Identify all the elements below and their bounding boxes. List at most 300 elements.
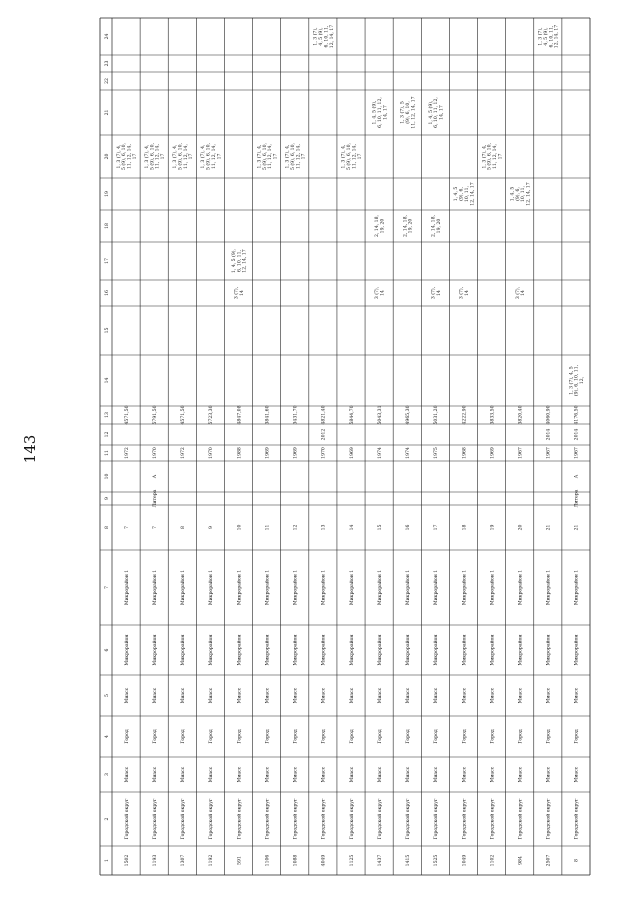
svg-text:1, 3 (7), 4,5 (9), 6, 10,11, 1: 1, 3 (7), 4,5 (9), 6, 10,11, 12, 14,17 <box>285 143 307 170</box>
svg-text:Миасс: Миасс <box>321 766 327 783</box>
table-cell <box>509 182 531 205</box>
table-cell <box>405 447 411 459</box>
svg-text:Микрорайон: Микрорайон <box>124 634 130 666</box>
table-cell <box>236 570 242 605</box>
column-number-label <box>104 378 110 384</box>
svg-text:Городской округ: Городской округ <box>152 798 158 840</box>
table-cell <box>405 766 411 782</box>
table-cell <box>124 687 130 703</box>
svg-text:1974: 1974 <box>377 447 383 459</box>
svg-text:Город: Город <box>321 729 327 744</box>
table-cell <box>546 635 552 666</box>
table-cell <box>208 687 214 703</box>
table-cell <box>124 447 130 459</box>
svg-text:Город: Город <box>237 729 243 744</box>
column-number-label <box>104 78 110 84</box>
table-cell <box>546 729 552 744</box>
svg-text:Город: Город <box>406 729 412 744</box>
table-cell <box>340 142 363 169</box>
column-number-label <box>104 328 110 334</box>
table-cell <box>537 25 560 48</box>
svg-text:Город: Город <box>490 729 496 744</box>
column-number-label <box>104 223 110 229</box>
table-cell <box>546 429 552 441</box>
table-cell <box>233 286 245 299</box>
svg-text:1, 3 (7), 4,5 (9), 6, 10,11, 1: 1, 3 (7), 4,5 (9), 6, 10,11, 12, 14,17 <box>201 143 223 170</box>
svg-text:2014: 2014 <box>574 428 580 441</box>
table-cell <box>349 447 355 459</box>
svg-text:2, 14, 18,19, 20: 2, 14, 18,19, 20 <box>403 215 414 237</box>
svg-text:1970: 1970 <box>152 447 158 459</box>
table-cell <box>264 525 270 531</box>
svg-text:Миасс: Миасс <box>124 766 130 783</box>
table-cell <box>518 635 524 666</box>
svg-text:Микрорайон: Микрорайон <box>321 634 327 666</box>
table-cell <box>236 766 242 782</box>
table-cell <box>429 286 441 299</box>
table-cell <box>264 635 270 666</box>
table-cell <box>405 635 411 666</box>
table-cell <box>236 635 242 666</box>
svg-text:5723,30: 5723,30 <box>209 405 215 425</box>
svg-text:Город: Город <box>209 729 215 744</box>
table-cell <box>461 405 467 424</box>
table-cell <box>427 97 445 128</box>
table-cell <box>377 766 383 782</box>
table-cell <box>518 447 524 459</box>
svg-text:17: 17 <box>104 258 110 264</box>
svg-text:1, 4, 5(9), 6,10, 11,12, 14, 1: 1, 4, 5(9), 6,10, 11,12, 14, 17 <box>454 182 476 206</box>
svg-text:2012: 2012 <box>321 428 327 441</box>
table-cell <box>433 855 439 867</box>
svg-text:9: 9 <box>209 526 215 529</box>
svg-text:1: 1 <box>104 859 110 862</box>
svg-text:Город: Город <box>377 729 383 744</box>
table-cell <box>180 855 186 867</box>
table-cell <box>518 729 524 744</box>
svg-text:Миасс: Миасс <box>490 766 496 783</box>
table-cell <box>461 798 467 839</box>
svg-text:12: 12 <box>104 431 110 438</box>
table-cell <box>461 525 467 531</box>
table-cell <box>349 570 355 605</box>
svg-text:21: 21 <box>574 524 580 531</box>
svg-text:4571,50: 4571,50 <box>124 405 130 425</box>
svg-text:1969: 1969 <box>265 447 271 459</box>
svg-text:Миасс: Миасс <box>406 766 412 783</box>
svg-text:3 (7),14: 3 (7),14 <box>375 286 386 300</box>
table-cell <box>264 570 270 605</box>
table-cell <box>480 142 503 169</box>
svg-text:Микрорайон 1: Микрорайон 1 <box>293 569 299 606</box>
svg-text:Микрорайон: Микрорайон <box>237 634 243 666</box>
svg-text:Микрорайон: Микрорайон <box>349 634 355 666</box>
table-cell <box>180 635 186 666</box>
svg-text:Микрорайон: Микрорайон <box>434 634 440 666</box>
svg-text:Городской округ: Городской округ <box>490 798 496 840</box>
table-cell <box>264 447 270 459</box>
table-cell <box>152 687 158 703</box>
table-cell <box>321 525 327 531</box>
svg-text:19: 19 <box>490 524 496 531</box>
svg-text:1974: 1974 <box>406 447 412 459</box>
svg-text:1967: 1967 <box>574 447 580 459</box>
svg-text:1437: 1437 <box>377 854 383 867</box>
svg-text:16: 16 <box>104 290 110 296</box>
table-cell <box>180 729 186 744</box>
svg-text:Город: Город <box>574 729 580 744</box>
svg-text:1, 3 (7), 4,5 (9), 6, 10,11, 1: 1, 3 (7), 4,5 (9), 6, 10,11, 12, 14,17 <box>257 143 279 170</box>
table-cell <box>152 635 158 666</box>
table-cell <box>293 687 299 703</box>
svg-text:18: 18 <box>104 223 110 229</box>
svg-text:1975: 1975 <box>434 447 440 459</box>
table-cell <box>461 635 467 666</box>
svg-text:11: 11 <box>104 450 110 456</box>
svg-text:Миасс: Миасс <box>518 766 524 783</box>
svg-text:1, 3 (7), 4,5 (9), 6, 10,11, 1: 1, 3 (7), 4,5 (9), 6, 10,11, 12, 14,17 <box>172 143 195 170</box>
column-number-label <box>104 191 110 197</box>
column-number-label <box>104 474 110 480</box>
table-cell <box>293 525 299 531</box>
svg-text:2, 14, 18,19, 20: 2, 14, 18,19, 20 <box>431 215 442 237</box>
table-cell <box>377 729 383 744</box>
svg-text:2: 2 <box>104 817 110 821</box>
table-cell <box>115 142 138 169</box>
svg-text:17: 17 <box>434 524 440 531</box>
table-cell <box>433 687 439 703</box>
table-cell <box>199 142 222 169</box>
table-cell <box>489 570 495 605</box>
svg-text:Миасс: Миасс <box>434 766 440 783</box>
table-cell <box>430 215 441 237</box>
svg-text:Город: Город <box>462 729 468 744</box>
table-cell <box>321 687 327 703</box>
svg-text:10: 10 <box>237 524 243 531</box>
table-cell <box>461 687 467 703</box>
svg-text:1, 3 (7),4, 5 (9),6, 10, 11,12: 1, 3 (7),4, 5 (9),6, 10, 11,12, 14, 17 <box>538 24 560 49</box>
table-cell <box>208 405 214 424</box>
table-cell <box>321 429 327 441</box>
svg-text:3431,70: 3431,70 <box>293 405 299 425</box>
column-number-label <box>104 817 110 820</box>
svg-text:1, 4, 5(9), 6,10, 11,12, 14, 1: 1, 4, 5(9), 6,10, 11,12, 14, 17 <box>510 182 532 206</box>
svg-text:1, 3 (7), 4,5 (9), 6, 10,11, 1: 1, 3 (7), 4,5 (9), 6, 10,11, 12, 14,17 <box>144 143 167 170</box>
table-cell <box>518 856 524 865</box>
table-cell <box>312 25 335 48</box>
svg-text:Миасс: Миасс <box>518 687 524 704</box>
svg-text:20: 20 <box>104 153 110 160</box>
table-cell <box>124 855 130 867</box>
svg-text:14: 14 <box>104 377 110 384</box>
table-cell <box>377 525 383 531</box>
svg-text:Микрорайон: Микрорайон <box>462 634 468 666</box>
svg-text:Литера: Литера <box>152 489 158 508</box>
svg-text:11: 11 <box>265 524 271 531</box>
svg-text:1, 3 (7), 5(9), 6, 10,11, 12,: 1, 3 (7), 5(9), 6, 10,11, 12, 14, 17 <box>400 96 417 129</box>
svg-text:Микрорайон: Микрорайон <box>406 634 412 666</box>
table-cell <box>574 447 580 459</box>
svg-text:9: 9 <box>104 497 110 500</box>
svg-text:Микрорайон 1: Микрорайон 1 <box>546 569 552 606</box>
table-cell <box>230 248 248 273</box>
table-cell <box>433 798 439 839</box>
svg-text:Микрорайон: Микрорайон <box>181 634 187 666</box>
svg-text:24: 24 <box>104 33 110 40</box>
table-cell <box>236 405 242 424</box>
svg-text:7: 7 <box>152 526 158 529</box>
svg-text:21: 21 <box>546 524 552 531</box>
table-cell <box>152 526 158 529</box>
table-cell <box>124 766 130 782</box>
table-cell <box>489 635 495 666</box>
table-cell <box>489 766 495 782</box>
svg-text:Миасс: Миасс <box>293 766 299 783</box>
table-cell <box>374 215 385 237</box>
svg-text:1, 3 (7), 4,5 (9), 6, 10,11, 1: 1, 3 (7), 4,5 (9), 6, 10,11, 12, 14,17 <box>116 143 138 170</box>
svg-text:21: 21 <box>104 109 110 116</box>
svg-text:Миасс: Миасс <box>181 687 187 704</box>
table-cell <box>433 570 439 605</box>
svg-text:1967: 1967 <box>518 447 524 459</box>
column-number-label <box>104 61 110 67</box>
table-cell <box>208 526 214 529</box>
table-cell <box>405 525 411 531</box>
table-cell <box>293 729 299 744</box>
table-cell <box>180 447 186 459</box>
svg-text:5043,31: 5043,31 <box>377 405 383 425</box>
table-cell <box>124 405 130 424</box>
svg-text:1988: 1988 <box>237 447 243 459</box>
table-cell <box>321 729 327 744</box>
svg-text:1, 3 (7),4, 5 (9),6, 10, 11,12: 1, 3 (7),4, 5 (9),6, 10, 11,12, 14, 17 <box>313 24 335 49</box>
svg-text:Микрорайон 1: Микрорайон 1 <box>349 569 355 606</box>
svg-text:1, 4, 5 (9),6, 10, 11, 12,14,: 1, 4, 5 (9),6, 10, 11, 12,14, 17 <box>428 97 445 128</box>
table-cell <box>152 447 158 459</box>
svg-text:Городской округ: Городской округ <box>462 798 468 840</box>
table-cell <box>405 687 411 703</box>
svg-text:Миасс: Миасс <box>152 687 158 704</box>
table-cell <box>373 286 385 299</box>
table-cell <box>124 729 130 744</box>
table-cell <box>518 687 524 703</box>
table-cell <box>433 447 439 459</box>
svg-text:Микрорайон 1: Микрорайон 1 <box>237 569 243 606</box>
svg-text:3 (7),14: 3 (7),14 <box>431 286 442 300</box>
svg-text:Город: Город <box>152 729 158 744</box>
svg-text:Микрорайон 1: Микрорайон 1 <box>152 569 158 606</box>
svg-text:Город: Город <box>546 729 552 744</box>
svg-text:23: 23 <box>104 60 110 67</box>
svg-text:1970: 1970 <box>321 447 327 459</box>
svg-text:Миасс: Миасс <box>546 687 552 704</box>
table-cell <box>264 729 270 744</box>
table-cell <box>371 97 389 128</box>
svg-text:Микрорайон: Микрорайон <box>152 634 158 666</box>
svg-text:14: 14 <box>349 524 355 531</box>
svg-text:5791,50: 5791,50 <box>152 405 158 425</box>
column-number-label <box>104 694 110 697</box>
table-cell <box>489 729 495 744</box>
table-cell <box>402 215 413 237</box>
svg-text:Городской округ: Городской округ <box>349 798 355 840</box>
svg-text:20: 20 <box>518 524 524 531</box>
svg-text:Городской округ: Городской округ <box>293 798 299 840</box>
table-cell <box>180 526 186 529</box>
table-cell <box>574 766 580 782</box>
table-cell <box>180 570 186 605</box>
svg-text:Городской округ: Городской округ <box>377 798 383 840</box>
svg-text:Микрорайон 1: Микрорайон 1 <box>490 569 496 606</box>
svg-text:1968: 1968 <box>462 447 468 459</box>
svg-text:Миасс: Миасс <box>490 687 496 704</box>
svg-text:Миасс: Миасс <box>377 687 383 704</box>
svg-text:Микрорайон: Микрорайон <box>574 634 580 666</box>
svg-text:Город: Город <box>293 729 299 744</box>
table-cell <box>377 798 383 839</box>
table-cell <box>433 635 439 666</box>
svg-text:4049: 4049 <box>321 854 327 867</box>
svg-text:13: 13 <box>104 412 110 418</box>
table-cell <box>152 474 158 478</box>
svg-text:4847,08: 4847,08 <box>237 405 243 425</box>
table-cell <box>489 447 495 459</box>
table-cell <box>405 570 411 605</box>
svg-text:Миасс: Миасс <box>321 687 327 704</box>
svg-text:1970: 1970 <box>209 447 215 459</box>
svg-text:Миасс: Миасс <box>265 766 271 783</box>
table-cell <box>377 447 383 459</box>
svg-text:Город: Город <box>434 729 440 744</box>
table-cell <box>489 687 495 703</box>
table-cell <box>283 142 306 169</box>
column-number-label <box>104 290 110 296</box>
table-cell <box>236 729 242 744</box>
svg-text:Миасс: Миасс <box>406 687 412 704</box>
table-cell <box>349 687 355 703</box>
table-cell <box>293 766 299 782</box>
svg-text:А: А <box>574 474 580 479</box>
svg-text:Микрорайон 1: Микрорайон 1 <box>265 569 271 606</box>
svg-text:1307: 1307 <box>181 854 187 867</box>
table-cell <box>377 687 383 703</box>
column-number-label <box>104 859 110 862</box>
svg-text:1, 3 (7), 4,5 (9), 6, 10,11, 1: 1, 3 (7), 4,5 (9), 6, 10,11, 12, 14,17 <box>341 143 363 170</box>
table-cell <box>143 142 166 169</box>
table-cell <box>453 182 475 205</box>
table-cell <box>377 570 383 605</box>
table-cell <box>405 729 411 744</box>
column-number-label <box>104 735 110 738</box>
table-cell <box>574 798 580 839</box>
svg-text:1049: 1049 <box>462 854 468 867</box>
table-cell <box>236 687 242 703</box>
table-cell <box>546 855 552 867</box>
svg-text:3841,60: 3841,60 <box>265 405 271 425</box>
table-cell <box>461 447 467 459</box>
svg-text:3 (7),14: 3 (7),14 <box>515 286 527 300</box>
svg-text:Миасс: Миасс <box>293 687 299 704</box>
table-cell <box>489 405 495 424</box>
table-cell <box>489 525 495 531</box>
svg-text:5844,70: 5844,70 <box>349 405 355 425</box>
table-cell <box>405 405 411 424</box>
table-cell <box>405 798 411 839</box>
svg-text:18: 18 <box>462 524 468 531</box>
svg-text:4222,90: 4222,90 <box>462 405 468 425</box>
svg-text:1, 3 (7), 4, 5(9), 6, 10, 11,1: 1, 3 (7), 4, 5(9), 6, 10, 11,12, <box>569 364 586 397</box>
svg-text:Миасс: Миасс <box>237 687 243 704</box>
svg-text:1969: 1969 <box>490 447 496 459</box>
svg-text:1967: 1967 <box>546 447 552 459</box>
table-cell <box>321 855 327 867</box>
svg-text:Микрорайон 1: Микрорайон 1 <box>434 569 440 606</box>
svg-text:Миасс: Миасс <box>574 766 580 783</box>
table-cell <box>180 766 186 782</box>
table-cell <box>546 798 552 839</box>
svg-text:1, 4, 5 (9),6, 10, 11,12, 14,: 1, 4, 5 (9),6, 10, 11,12, 14, 17 <box>231 248 248 274</box>
table-cell <box>461 766 467 782</box>
table-cell <box>124 570 130 605</box>
column-number-label <box>104 258 110 264</box>
svg-text:Миасс: Миасс <box>462 766 468 783</box>
table-cell <box>208 798 214 839</box>
svg-text:8: 8 <box>104 526 110 529</box>
svg-text:Миасс: Миасс <box>349 766 355 783</box>
table-cell <box>546 766 552 782</box>
column-number-label <box>104 526 110 529</box>
table-cell <box>264 687 270 703</box>
column-number-label <box>104 412 110 418</box>
svg-text:3833,50: 3833,50 <box>490 405 496 425</box>
table-cell <box>518 766 524 782</box>
table-cell <box>546 687 552 703</box>
table-cell <box>236 447 242 459</box>
column-number-label <box>104 154 110 160</box>
table-cell <box>171 142 194 169</box>
svg-text:Микрорайон: Микрорайон <box>490 634 496 666</box>
svg-text:Городской округ: Городской округ <box>209 798 215 840</box>
svg-text:4176,50: 4176,50 <box>574 405 580 425</box>
table-cell <box>518 405 524 424</box>
svg-text:Миасс: Миасс <box>124 687 130 704</box>
column-number-label <box>104 648 110 651</box>
svg-text:4060,90: 4060,90 <box>546 405 552 425</box>
table-cell <box>574 429 580 441</box>
svg-text:Городской округ: Городской округ <box>406 798 412 840</box>
svg-text:2, 14, 18,19, 20: 2, 14, 18,19, 20 <box>375 215 386 237</box>
table-cell <box>208 766 214 782</box>
table-cell <box>567 364 585 396</box>
svg-text:8: 8 <box>181 526 187 529</box>
table-cell <box>152 489 158 507</box>
table-cell <box>518 798 524 839</box>
svg-text:Город: Город <box>181 729 187 744</box>
svg-text:8: 8 <box>574 859 580 862</box>
svg-text:5: 5 <box>104 694 110 697</box>
svg-text:Микрорайон 1: Микрорайон 1 <box>181 569 187 606</box>
column-number-label <box>104 773 110 776</box>
table-cell <box>574 859 580 862</box>
svg-text:1106: 1106 <box>265 854 271 867</box>
svg-text:1193: 1193 <box>152 854 158 867</box>
svg-text:Микрорайон: Микрорайон <box>265 634 271 666</box>
svg-text:Миасс: Миасс <box>209 766 215 783</box>
svg-text:4821,40: 4821,40 <box>321 405 327 425</box>
table-cell <box>180 687 186 703</box>
table-cell <box>321 798 327 839</box>
svg-text:Микрорайон 1: Микрорайон 1 <box>574 569 580 606</box>
